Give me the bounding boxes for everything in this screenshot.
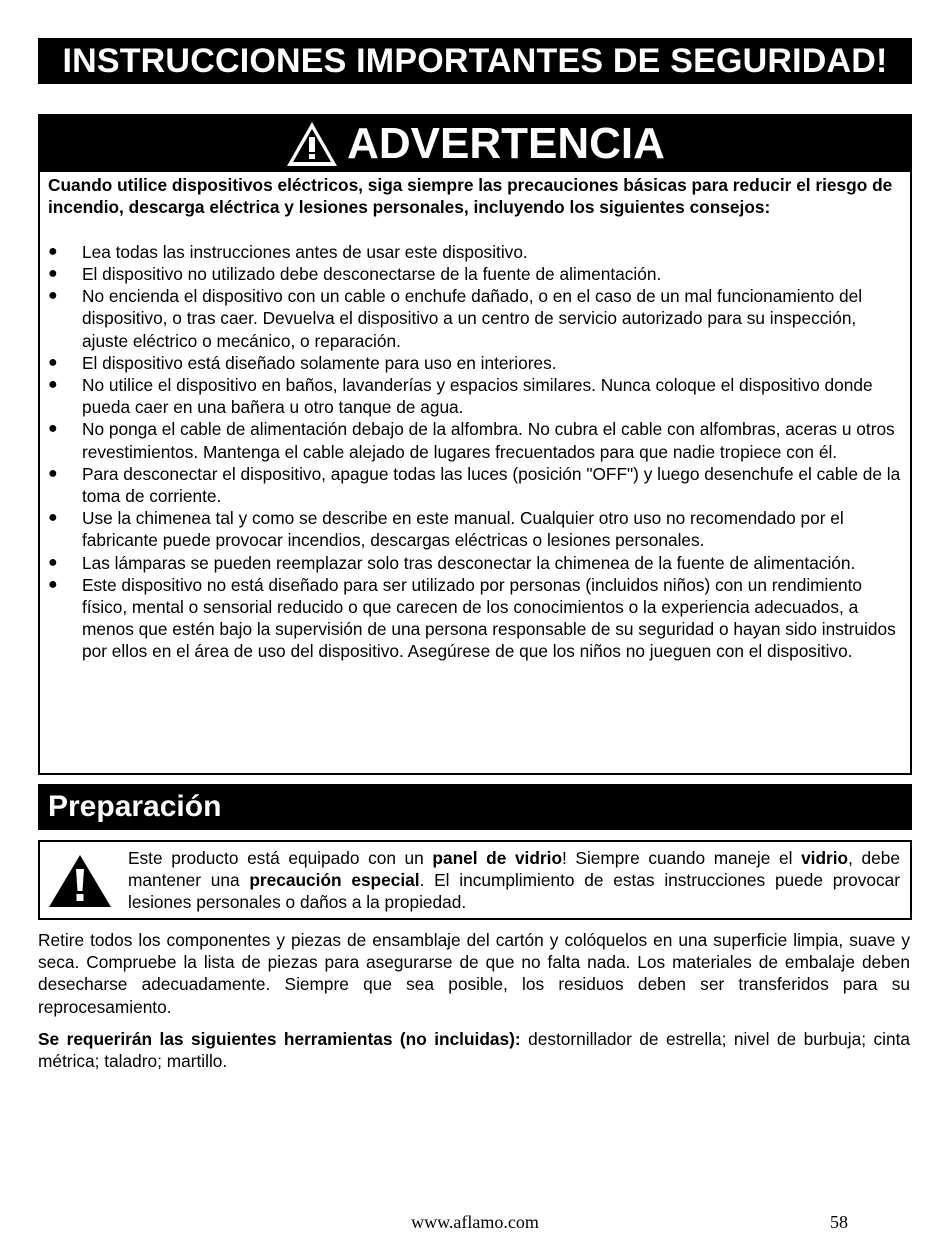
caution-text-4: . El incumplimiento de estas instrucciones puede provocar lesiones personales o daños a la propiedad. bbox=[128, 870, 901, 913]
list-item-text: Use la chimenea tal y como se describe en este manual. Cualquier otro uso no recomendado por el fabricante puede provocar incendios, descargas eléctricas o lesiones personales. bbox=[82, 508, 844, 551]
list-item-text: Las lámparas se pueden reemplazar solo tras desconectar la chimenea de la fuente de alimentación. bbox=[82, 552, 856, 573]
page-title: INSTRUCCIONES IMPORTANTES DE SEGURIDAD! bbox=[38, 38, 912, 84]
list-item bbox=[40, 285, 902, 352]
tools-paragraph bbox=[38, 1028, 910, 1072]
caution-text-2: ! Siempre cuando maneje el bbox=[562, 848, 802, 868]
page-number: 58 bbox=[830, 1212, 848, 1232]
list-item bbox=[40, 241, 902, 263]
list-item-text: No utilice el dispositivo en baños, lavanderías y espacios similares. Nunca coloque el dispositivo donde pueda caer en una bañera u otro tanque de agua. bbox=[82, 375, 873, 418]
warning-list bbox=[40, 241, 902, 663]
bullet: ● bbox=[48, 376, 58, 394]
bullet: ● bbox=[48, 353, 58, 371]
caution-bold-glass-panel: panel de vidrio bbox=[432, 848, 562, 868]
list-item bbox=[40, 552, 902, 574]
list-item-text: No encienda el dispositivo con un cable o enchufe dañado, o en el caso de un mal funcionamiento del dispositivo, o tras caer. Devuelva el dispositivo a un centro de servicio autorizado para su inspección, ajuste eléctrico o mecánico, o reparación. bbox=[82, 286, 863, 351]
list-item bbox=[40, 352, 902, 374]
warning-triangle-icon bbox=[285, 120, 339, 168]
bullet: ● bbox=[48, 553, 58, 571]
tools-text: destornillador de estrella; nivel de burbuja; cinta métrica; taladro; martillo. bbox=[38, 1029, 910, 1072]
unpacking-paragraph: Retire todos los componentes y piezas de ensamblaje del cartón y colóquelos en una superficie limpia, suave y seca. Compruebe la lista de piezas para asegurarse de que no falta nada. Los materiales de embalaje deben desecharse adecuadamente. Siempre que sea posible, los residuos deben ser transferidos para su reprocesamiento. bbox=[38, 930, 910, 1017]
list-item bbox=[40, 507, 902, 551]
list-item-text: No ponga el cable de alimentación debajo de la alfombra. No cubra el cable con alfombras, aceras u otros revestimientos. Mantenga el cable alejado de lugares frecuentados para que nadie tropiece con él. bbox=[82, 419, 895, 462]
tools-label: Se requerirán las siguientes herramientas (no incluidas): bbox=[38, 1029, 521, 1049]
list-item bbox=[40, 574, 902, 663]
warning-title-bar bbox=[40, 116, 910, 172]
warning-title: ADVERTENCIA bbox=[347, 119, 665, 168]
caution-text bbox=[128, 847, 900, 914]
bullet: ● bbox=[48, 420, 58, 438]
caution-text-1: Este producto está equipado con un bbox=[128, 848, 433, 868]
list-item bbox=[40, 418, 902, 462]
caution-triangle-icon bbox=[48, 854, 112, 908]
footer-url: www.aflamo.com bbox=[411, 1212, 539, 1232]
bullet: ● bbox=[48, 509, 58, 527]
bullet: ● bbox=[48, 265, 58, 283]
caution-box bbox=[38, 840, 912, 920]
bullet: ● bbox=[48, 242, 58, 260]
list-item-text: Lea todas las instrucciones antes de usar este dispositivo. bbox=[82, 241, 528, 262]
list-item bbox=[40, 263, 902, 285]
caution-bold-glass: vidrio bbox=[801, 848, 849, 868]
bullet: ● bbox=[48, 464, 58, 482]
warning-box bbox=[38, 114, 912, 775]
list-item-text: El dispositivo no utilizado debe desconectarse de la fuente de alimentación. bbox=[82, 264, 662, 285]
section-title-preparation: Preparación bbox=[38, 784, 912, 830]
list-item-text: El dispositivo está diseñado solamente para uso en interiores. bbox=[82, 352, 557, 373]
bullet: ● bbox=[48, 575, 58, 593]
list-item-text: Este dispositivo no está diseñado para ser utilizado por personas (incluidos niños) con un rendimiento físico, mental o sensorial reducido o que carecen de los conocimientos o la experiencia adecuados, a menos que estén bajo la supervisión de una persona responsable de su seguridad o hayan sido instruidos por ellos en el área de uso del dispositivo. Asegúrese de que los niños no jueguen con el dispositivo. bbox=[82, 574, 896, 662]
caution-bold-special-care: precaución especial bbox=[249, 870, 420, 891]
list-item bbox=[40, 463, 902, 507]
warning-intro: Cuando utilice dispositivos eléctricos, siga siempre las precauciones básicas para reducir el riesgo de incendio, descarga eléctrica y lesiones personales, incluyendo los siguientes consejos: bbox=[48, 175, 893, 218]
bullet: ● bbox=[48, 287, 58, 305]
list-item bbox=[40, 374, 902, 418]
list-item-text: Para desconectar el dispositivo, apague todas las luces (posición "OFF") y luego desenchufe el cable de la toma de corriente. bbox=[82, 463, 901, 507]
caution-text-3: , debe mantener una bbox=[128, 848, 900, 891]
